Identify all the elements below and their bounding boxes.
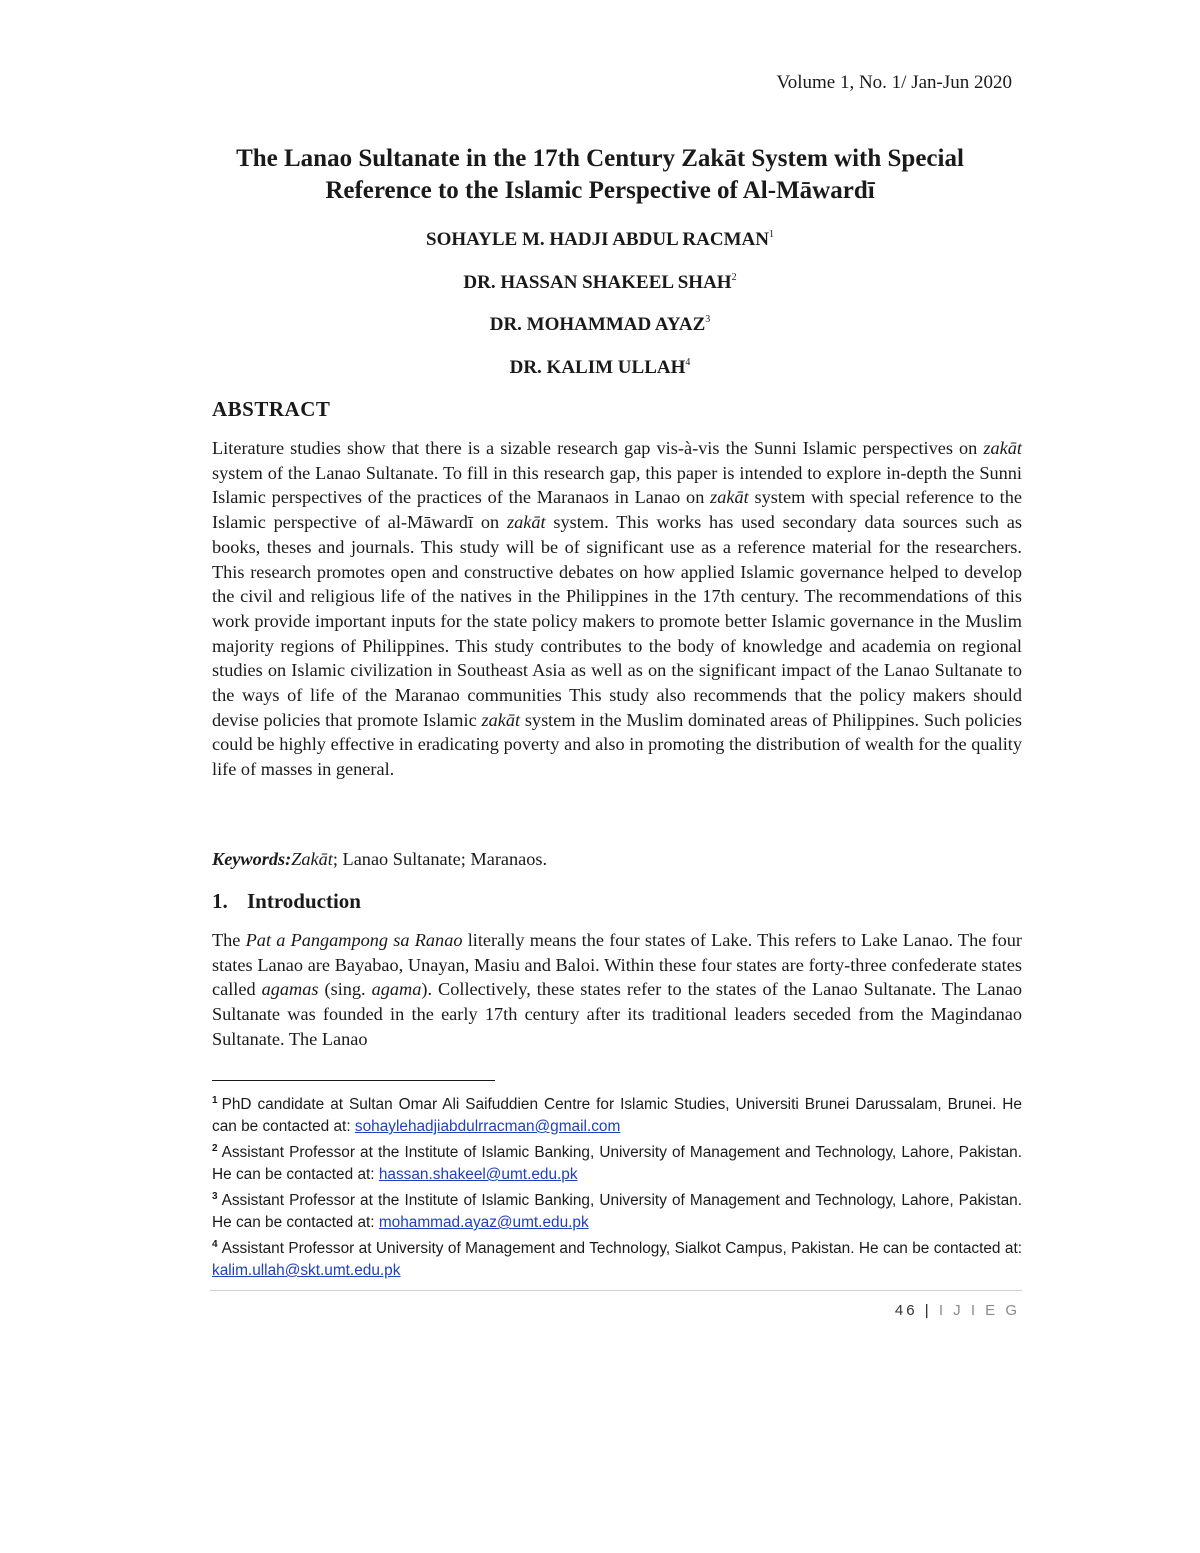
footnote-text: Assistant Professor at the Institute of Islamic Banking, University of Management and Technology, Lahore, Pakistan. He can be contacted at: xyxy=(212,1144,1022,1183)
running-head: Volume 1, No. 1/ Jan-Jun 2020 xyxy=(776,72,1012,93)
footnote-number: 1 xyxy=(212,1095,218,1106)
introduction-text xyxy=(212,928,1022,1052)
footnote-text: Assistant Professor at University of Management and Technology, Sialkot Campus, Pakistan. He can be contacted at: xyxy=(221,1240,1022,1257)
term-zakat: zakāt xyxy=(506,512,546,533)
keyword-zakat: Zakāt xyxy=(291,849,333,869)
journal-name: I J I E G xyxy=(938,1302,1020,1319)
abstract-text-part: system of the Lanao Sultanate. To fill in this research gap, this paper is intended to explore in-depth the Sunni Islamic perspectives of the practices of the Maranaos in Lanao on xyxy=(212,462,1022,508)
author-footnote-marker[interactable]: 2 xyxy=(731,272,737,283)
author-3 xyxy=(150,314,1050,336)
intro-text-part: The xyxy=(212,930,246,950)
footer-separator: | xyxy=(924,1302,932,1319)
author-name: DR. HASSAN SHAKEEL SHAH xyxy=(463,272,732,293)
footnote-number: 4 xyxy=(212,1239,218,1250)
term-agamas: agamas xyxy=(261,979,319,1000)
term-agama: agama xyxy=(371,979,422,1000)
email-link[interactable]: mohammad.ayaz@umt.edu.pk xyxy=(378,1214,589,1231)
footnote-4 xyxy=(212,1234,1022,1282)
abstract-text-part: system with special reference to the Islamic perspective of al-Māwardī on xyxy=(212,487,1022,533)
email-link[interactable]: hassan.shakeel@umt.edu.pk xyxy=(378,1166,578,1183)
footnote-number: 3 xyxy=(212,1191,218,1202)
author-footnote-marker[interactable]: 1 xyxy=(768,229,774,240)
section-number: 1. xyxy=(212,889,228,913)
abstract-heading: ABSTRACT xyxy=(212,397,331,421)
intro-text-part: (sing. xyxy=(318,979,372,1000)
author-name: SOHAYLE M. HADJI ABDUL RACMAN xyxy=(426,229,769,250)
author-name: DR. MOHAMMAD AYAZ xyxy=(489,314,706,335)
footnote-3 xyxy=(212,1186,1022,1234)
footnote-text: Assistant Professor at the Institute of Islamic Banking, University of Management and Technology, Lahore, Pakistan. He can be contacted at: xyxy=(212,1192,1022,1231)
email-link[interactable]: kalim.ullah@skt.umt.edu.pk xyxy=(212,1262,401,1279)
author-1 xyxy=(150,229,1050,251)
abstract-text-part: system. This works has used secondary data sources such as books, theses and journals. This study will be of significant use as a reference material for the researchers. This research promotes open and constructive debates on how applied Islamic governance helped to develop the civil and religious life of the natives in the Philippines in the 17th century. The recommendations of this work provide important inputs for the state policy makers to promote better Islamic governance in the Muslim majority regions of Philippines. This study contributes to the body of knowledge and academia on regional studies on Islamic civilization in Southeast Asia as well as on the significant impact of the Lanao Sultanate to the ways of life of the Maranao communities This study also recommends that the policy makers should devise policies that promote Islamic xyxy=(212,512,1022,730)
footer-rule xyxy=(210,1290,1022,1291)
keywords xyxy=(212,849,547,870)
intro-text-part: literally means the four states of Lake. This refers to Lake Lanao. The four states Lanao are Bayabao, Unayan, Masiu and Baloi. Within these four states are forty-three confederate states called xyxy=(212,930,1023,1000)
intro-text-part: ). Collectively, these states refer to the states of the Lanao Sultanate. The Lanao Sultanate was founded in the early 17th century after its traditional leaders seceded from the Magindanao Sultanate. The Lanao xyxy=(212,979,1022,1049)
keywords-label: Keywords: xyxy=(212,849,292,869)
term-zakat: zakāt xyxy=(983,438,1022,458)
author-footnote-marker[interactable]: 3 xyxy=(705,314,711,325)
email-link[interactable]: sohaylehadjiabdulrracman@gmail.com xyxy=(354,1118,621,1135)
term-zakat: zakāt xyxy=(710,487,749,508)
page-number: 46 xyxy=(894,1302,918,1319)
footnote-rule xyxy=(212,1080,495,1081)
keywords-rest: ; Lanao Sultanate; Maranaos. xyxy=(332,849,548,869)
author-footnote-marker[interactable]: 4 xyxy=(685,357,691,368)
abstract-text-part: Literature studies show that there is a sizable research gap vis-à-vis the Sunni Islamic perspectives on xyxy=(212,438,984,458)
footnotes xyxy=(212,1090,1022,1282)
section-title: Introduction xyxy=(247,889,361,913)
author-2 xyxy=(150,272,1050,294)
term-pat-a-pangampong: Pat a Pangampong sa Ranao xyxy=(245,930,463,950)
author-4 xyxy=(150,357,1050,379)
author-name: DR. KALIM ULLAH xyxy=(509,357,686,378)
introduction-heading xyxy=(212,889,361,914)
footnote-text: PhD candidate at Sultan Omar Ali Saifuddien Centre for Islamic Studies, Universiti Brunei Darussalam, Brunei. He can be contacted at: xyxy=(212,1096,1022,1135)
term-zakat: zakāt xyxy=(481,709,521,730)
footnote-number: 2 xyxy=(212,1143,218,1154)
footnote-1 xyxy=(212,1090,1022,1138)
page-footer xyxy=(700,1302,1020,1319)
title-line-2: Reference to the Islamic Perspective of Al-Māwardī xyxy=(325,177,875,204)
abstract-text-part: system in the Muslim dominated areas of Philippines. Such policies could be highly effective in eradicating poverty and also in promoting the distribution of wealth for the quality life of masses in general. xyxy=(212,709,1023,780)
paper-title xyxy=(150,143,1050,207)
footnote-2 xyxy=(212,1138,1022,1186)
title-line-1: The Lanao Sultanate in the 17th Century Zakāt System with Special xyxy=(236,145,964,172)
abstract-text xyxy=(212,436,1022,782)
